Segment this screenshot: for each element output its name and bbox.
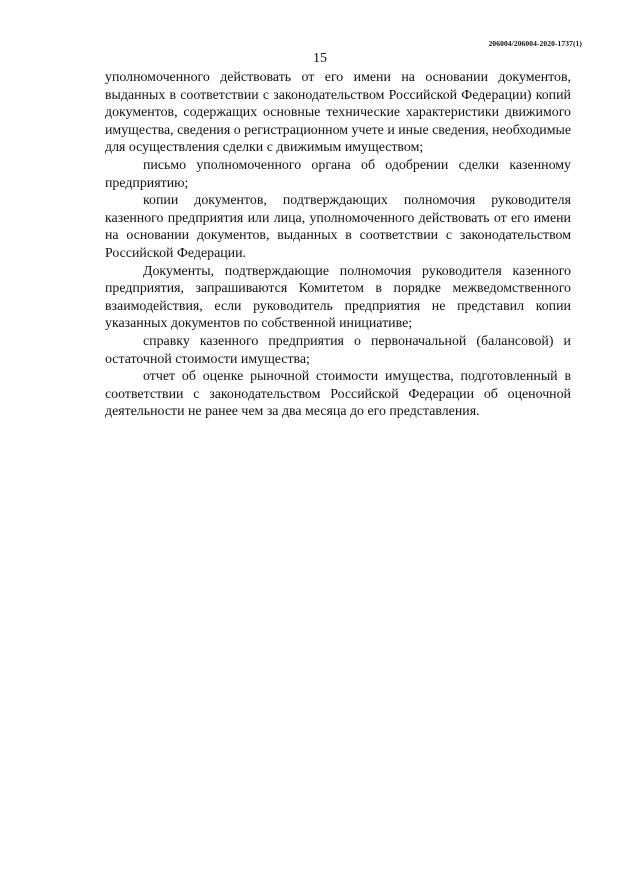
- paragraph-authority-copies: копии документов, подтверждающих полномочия руководителя казенного предприятия или лица, уполномоченного действовать от его имени на основании документов, выданных в соответствии с законодательством Российской Федерации.: [105, 193, 571, 261]
- document-body: [105, 69, 571, 421]
- paragraph-valuation-report: отчет об оценке рыночной стоимости имущества, подготовленный в соответствии с законодательством Российской Федерации об оценочной деятельности не ранее чем за два месяца до его представления.: [105, 369, 571, 420]
- paragraph-interagency-request: Документы, подтверждающие полномочия руководителя казенного предприятия, запрашиваются Комитетом в порядке межведомственного взаимодействия, если руководитель предприятия не представил копии указанных документов по собственной инициативе;: [105, 263, 571, 332]
- document-id: 206004/206004-2020-1737(1): [488, 39, 582, 48]
- page-number: 15: [313, 51, 327, 66]
- paragraph-continuation: уполномоченного действовать от его имени на основании документов, выданных в соответствии с законодательством Российской Федерации) копий документов, содержащих основные технические характеристики движимого имущества, сведения о регистрационном учете и иные сведения, необходимые для осуществления сделки с движимым имуществом;: [105, 70, 571, 156]
- paragraph-approval-letter: письмо уполномоченного органа об одобрении сделки казенному предприятию;: [105, 157, 571, 191]
- paragraph-value-certificate: справку казенного предприятия о первоначальной (балансовой) и остаточной стоимости имущества;: [105, 333, 571, 367]
